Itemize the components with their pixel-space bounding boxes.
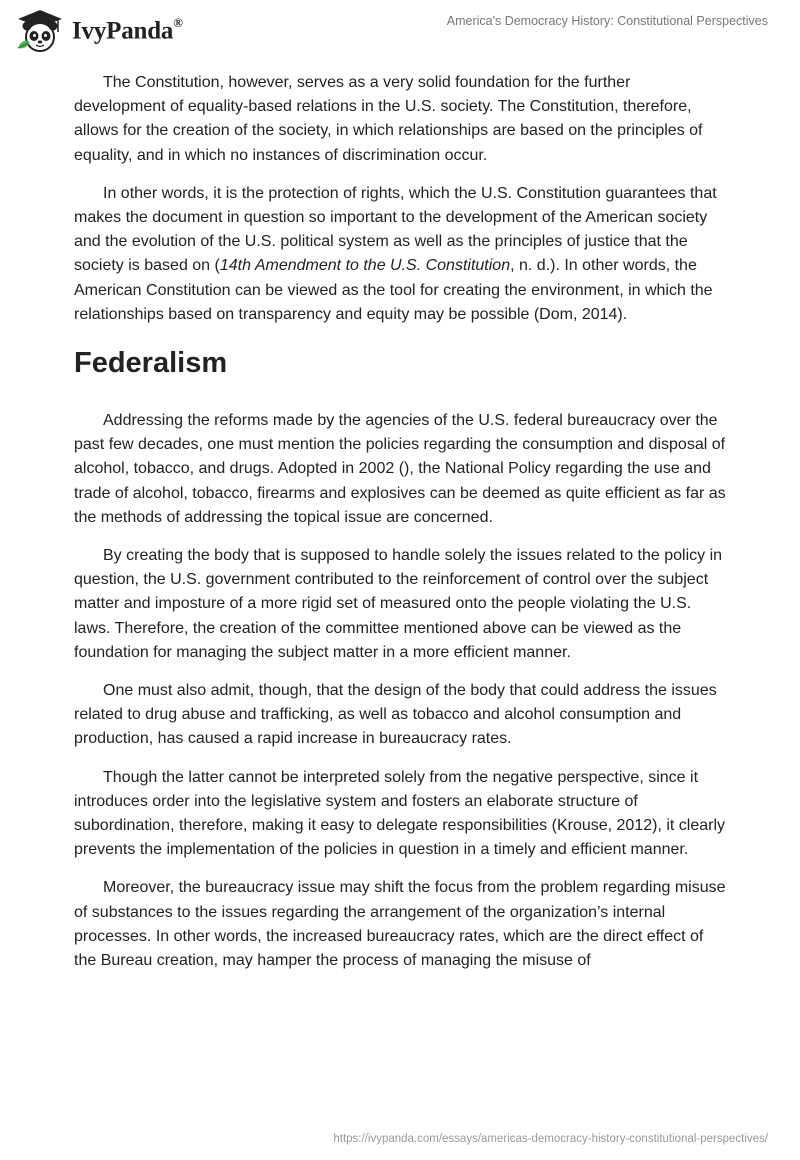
citation-title: 14th Amendment to the U.S. Constitution [219,257,511,275]
panda-logo-icon [14,8,66,54]
paragraph [74,182,726,327]
section-heading: Federalism [74,347,228,380]
paragraph-text: In other words, it is the protection of rights, which the U.S. Constitution guarantees that makes the document in question so important to the development of the American society and the evolution of the U.S. political system as well as the principles of justice that the society is based on ( [74,184,717,275]
ivypanda-logo[interactable] [14,8,183,54]
paragraph-text: , n. d.). In other words, the American Constitution can be viewed as the tool for creating the environment, in which the relationships based on transparency and equity may be possible (Dom, 2014). [74,257,713,323]
page-header [0,0,800,60]
paragraph: Moreover, the bureaucracy issue may shift the focus from the problem regarding misuse of substances to the issues regarding the arrangement of the organization’s internal processes. In other words, the increased bureaucracy rates, which are the direct effect of the Bureau creation, may hamper the process of managing the misuse of [74,879,726,970]
source-url[interactable]: https://ivypanda.com/essays/americas-democracy-history-constitutional-perspectives/ [333,1133,768,1145]
registered-mark: ® [173,14,183,30]
brand-name: IvyPanda® [72,14,183,45]
document-title: America's Democracy History: Constitutional Perspectives [446,14,768,28]
paragraph: Though the latter cannot be interpreted solely from the negative perspective, since it introduces order into the legislative system and fosters an elaborate structure of subordination, therefore, making it easy to delegate responsibilities (Krouse, 2012), it clearly prevents the implementation of the policies in question in a timely and efficient manner. [74,768,726,859]
paragraph: One must also admit, though, that the design of the body that could address the issues related to drug abuse and trafficking, as well as tobacco and alcohol consumption and production, has caused a rapid increase in bureaucracy rates. [74,682,717,748]
essay-content [74,71,726,987]
paragraph: Addressing the reforms made by the agencies of the U.S. federal bureaucracy over the past few decades, one must mention the policies regarding the consumption and disposal of alcohol, tobacco, and drugs. Adopted in 2002 (), the National Policy regarding the use and trade of alcohol, tobacco, firearms and explosives can be deemed as quite efficient as far as the methods of addressing the topical issue are concerned. [74,412,726,526]
paragraph: By creating the body that is supposed to handle solely the issues related to the policy in question, the U.S. government contributed to the reinforcement of control over the subject matter and imposture of a more rigid set of measured onto the people violating the U.S. laws. Therefore, the creation of the committee mentioned above can be viewed as the foundation for managing the subject matter in a more efficient manner. [74,547,723,661]
paragraph: The Constitution, however, serves as a very solid foundation for the further development of equality-based relations in the U.S. society. The Constitution, therefore, allows for the creation of the society, in which relationships are based on the principles of equality, and in which no instances of discrimination occur. [74,74,703,164]
